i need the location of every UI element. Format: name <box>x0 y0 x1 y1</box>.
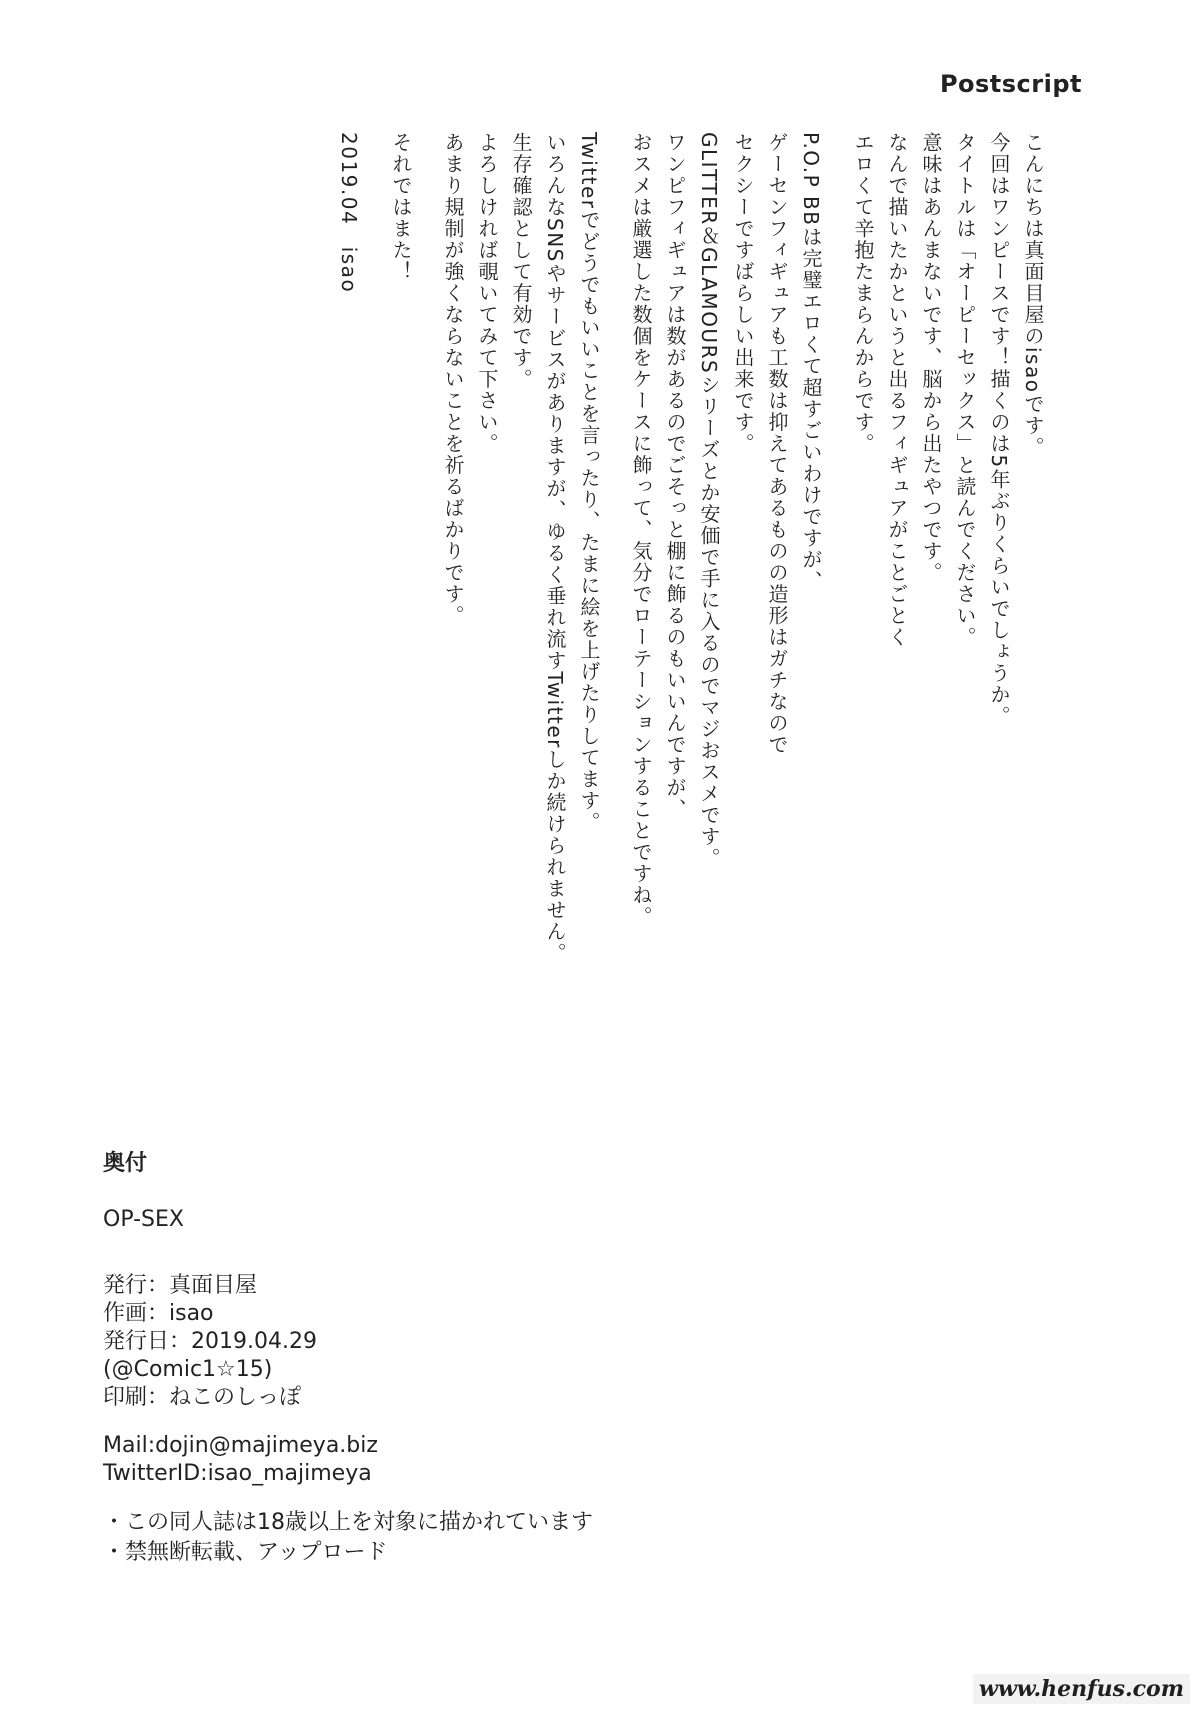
paragraph-gap <box>366 132 384 952</box>
postscript-line: それではまた！ <box>389 132 413 283</box>
postscript-body <box>150 132 1050 964</box>
printer-line: 印刷：ねこのしっぽ <box>103 1385 302 1410</box>
publisher-line: 発行：真面目屋 <box>103 1273 258 1298</box>
paragraph-gap <box>418 132 436 952</box>
postscript-line: あまり規制が強くならないことを祈るばかりです。 <box>441 132 465 627</box>
postscript-line: おスメは厳選した数個をケースに飾って、気分でローテーションすることですね。 <box>629 132 653 928</box>
colophon <box>103 1150 803 1568</box>
postscript-line: タイトルは「オーピーセックス」と読んでください。 <box>953 132 977 648</box>
event-line: (@Comic1☆15) <box>103 1357 273 1382</box>
notice-reprint: ・禁無断転載、アップロード <box>103 1540 388 1565</box>
postscript-line: P.O.P BBは完璧エロくて超すごいわけですが、 <box>799 132 823 592</box>
artist-line: 作画：isao <box>103 1301 214 1326</box>
postscript-line: Twitterでどうでもいいことを言ったり、たまに絵を上げたりしてます。 <box>577 132 601 834</box>
postscript-signature: 2019.04 isao <box>337 132 361 294</box>
colophon-heading: 奥付 <box>103 1151 148 1176</box>
postscript-line: なんで描いたかというと出るフィギュアがことごとく <box>885 132 909 648</box>
notice-age: ・この同人誌は18歳以上を対象に描かれています <box>103 1510 593 1535</box>
paragraph-gap <box>606 132 624 952</box>
postscript-line: ワンピフィギュアは数があるのでごそっと棚に飾るのもいいんですが、 <box>663 132 687 820</box>
paragraph-gap <box>828 132 846 952</box>
postscript-line: 意味はあんまないです、脳から出たやつです。 <box>919 132 943 584</box>
postscript-line: 今回はワンピースです！描くのは5年ぶりくらいでしょうか。 <box>987 132 1011 727</box>
postscript-line: よろしければ覗いてみて下さい。 <box>475 132 499 455</box>
watermark: www.henfus.com <box>973 1674 1190 1704</box>
block-gap <box>103 1412 803 1432</box>
postscript-title: Postscript <box>939 70 1082 98</box>
postscript-line: GLITTER＆GLAMOURSシリーズとか安価で手に入るのでマジおスメです。 <box>697 132 721 869</box>
block-gap <box>103 1488 803 1508</box>
mail-line: Mail:dojin@majimeya.biz <box>103 1433 378 1458</box>
postscript-line: いろんなSNSやサービスがありますが、ゆるく垂れ流すTwitterしか続けられません。 <box>543 132 567 964</box>
twitter-line: TwitterID:isao_majimeya <box>103 1461 372 1486</box>
colophon-book-title: OP-SEX <box>103 1207 184 1232</box>
postscript-line: ゲーセンフィギュアも工数は抑えてあるものの造形はガチなので <box>765 132 789 756</box>
postscript-line: こんにちは真面目屋のisaoです。 <box>1021 132 1045 458</box>
postscript-line: セクシーですばらしい出来です。 <box>731 132 755 455</box>
postscript-line: 生存確認として有効です。 <box>509 132 533 390</box>
postscript-line: エロくて辛抱たまらんからです。 <box>851 132 875 455</box>
publish-date-line: 発行日：2019.04.29 <box>103 1329 317 1354</box>
